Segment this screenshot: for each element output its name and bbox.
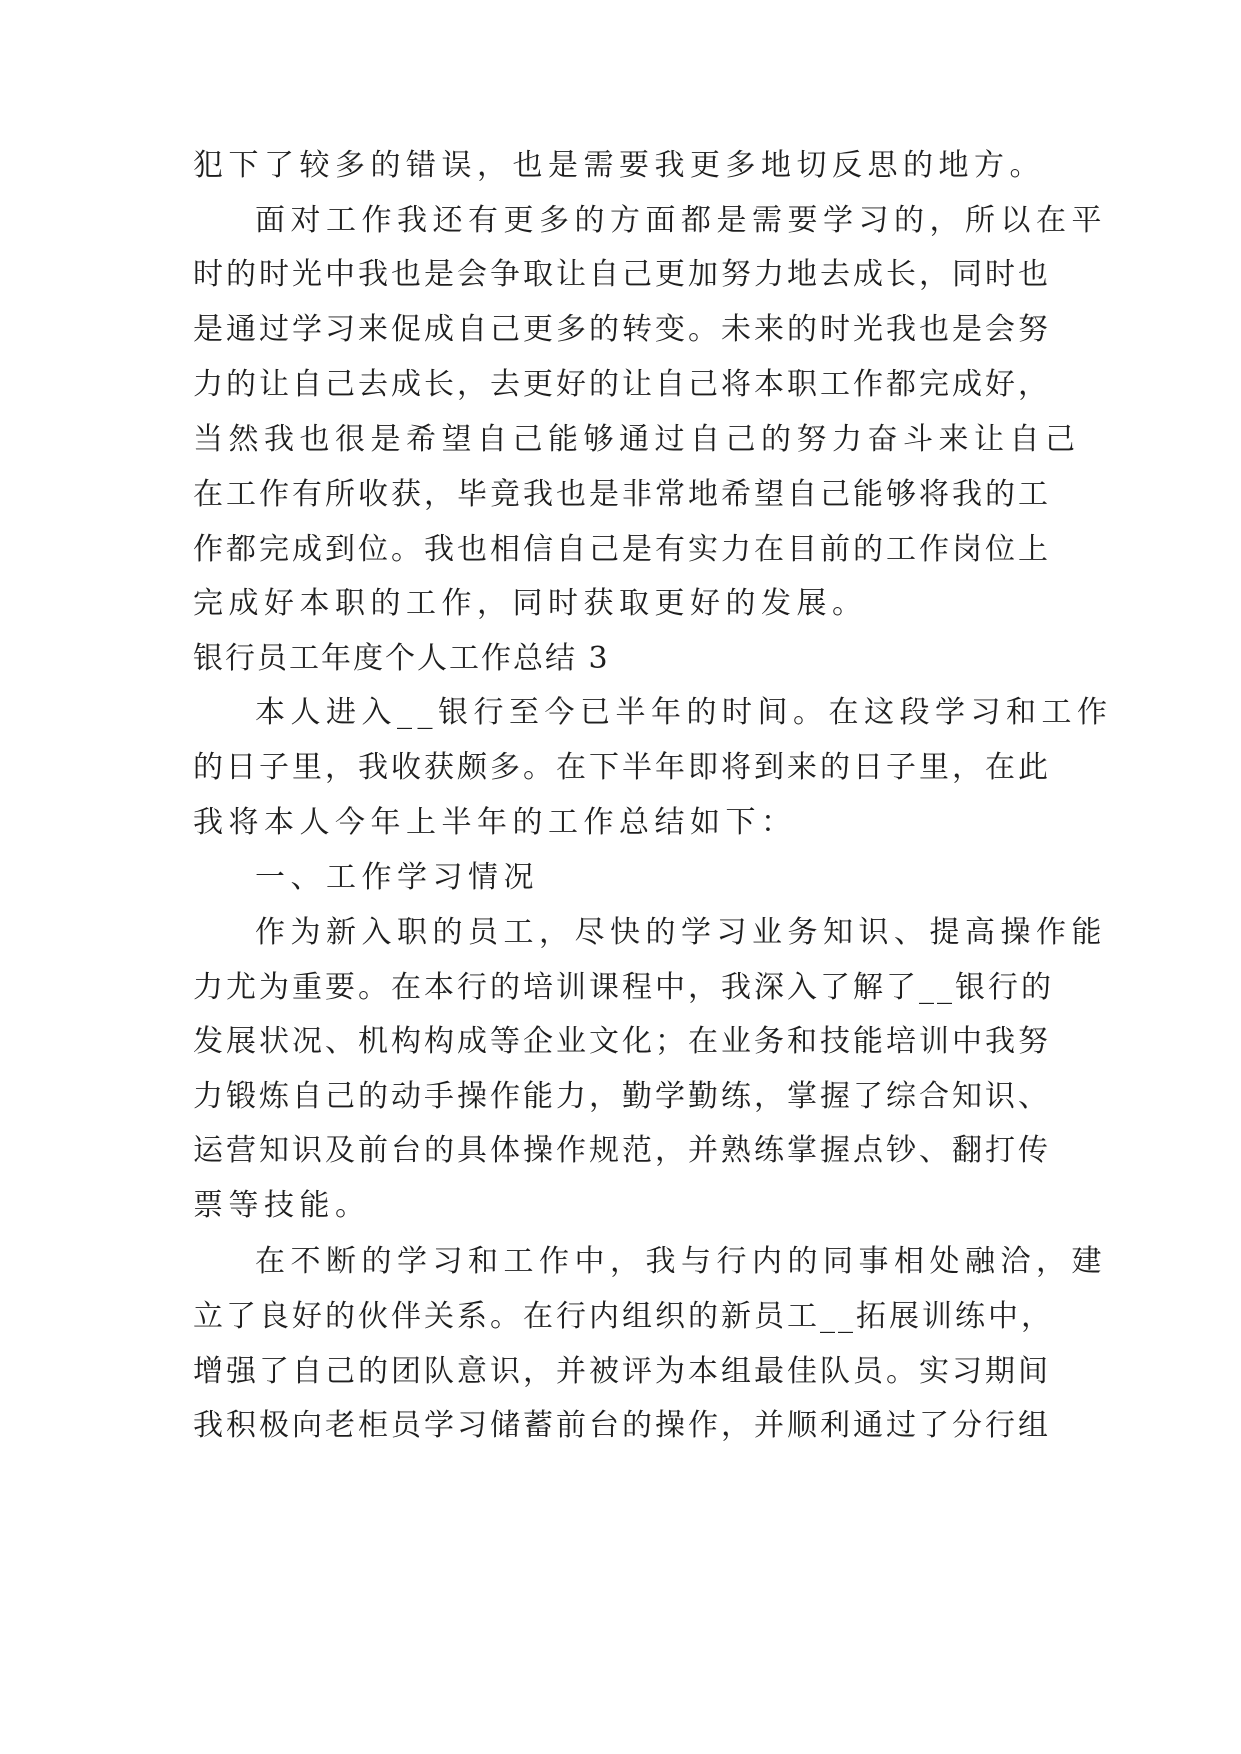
- text-line: 票等技能。: [193, 1188, 371, 1223]
- text-line: 我积极向老柜员学习储蓄前台的操作，并顺利通过了分行组: [193, 1408, 1051, 1443]
- paragraph-line: 作为新入职的员工，尽快的学习业务知识、提高操作能: [255, 915, 1107, 950]
- text-line: 增强了自己的团队意识，并被评为本组最佳队员。实习期间: [193, 1354, 1051, 1389]
- text-line: 时的时光中我也是会争取让自己更加努力地去成长，同时也: [193, 257, 1051, 292]
- text-line: 犯下了较多的错误，也是需要我更多地切反思的地方。: [193, 148, 1045, 183]
- text-line: 作都完成到位。我也相信自己是有实力在目前的工作岗位上: [193, 532, 1051, 567]
- text-line: 运营知识及前台的具体操作规范，并熟练掌握点钞、翻打传: [193, 1133, 1051, 1168]
- text-line: 在工作有所收获，毕竟我也是非常地希望自己能够将我的工: [193, 477, 1051, 512]
- paragraph-line: 在不断的学习和工作中，我与行内的同事相处融洽，建: [255, 1244, 1107, 1279]
- text-line: 立了良好的伙伴关系。在行内组织的新员工__拓展训练中，: [193, 1299, 1054, 1334]
- text-line: 力尤为重要。在本行的培训课程中，我深入了解了__银行的: [193, 970, 1054, 1005]
- paragraph-line: 本人进入__银行至今已半年的时间。在这段学习和工作: [255, 695, 1113, 730]
- paragraph-line: 面对工作我还有更多的方面都是需要学习的，所以在平: [255, 203, 1107, 238]
- text-line: 发展状况、机构构成等企业文化；在业务和技能培训中我努: [193, 1024, 1051, 1059]
- subsection-heading: 一、工作学习情况: [255, 860, 539, 895]
- text-line: 我将本人今年上半年的工作总结如下：: [193, 805, 797, 840]
- text-line: 的日子里，我收获颇多。在下半年即将到来的日子里，在此: [193, 750, 1051, 785]
- text-line: 是通过学习来促成自己更多的转变。未来的时光我也是会努: [193, 312, 1051, 347]
- text-line: 力锻炼自己的动手操作能力，勤学勤练，掌握了综合知识、: [193, 1079, 1051, 1114]
- text-line: 当然我也很是希望自己能够通过自己的努力奋斗来让自己: [193, 422, 1081, 457]
- text-line: 完成好本职的工作，同时获取更好的发展。: [193, 586, 868, 621]
- text-line: 力的让自己去成长，去更好的让自己将本职工作都完成好，: [193, 367, 1051, 402]
- section-heading: 银行员工年度个人工作总结 3: [193, 641, 610, 676]
